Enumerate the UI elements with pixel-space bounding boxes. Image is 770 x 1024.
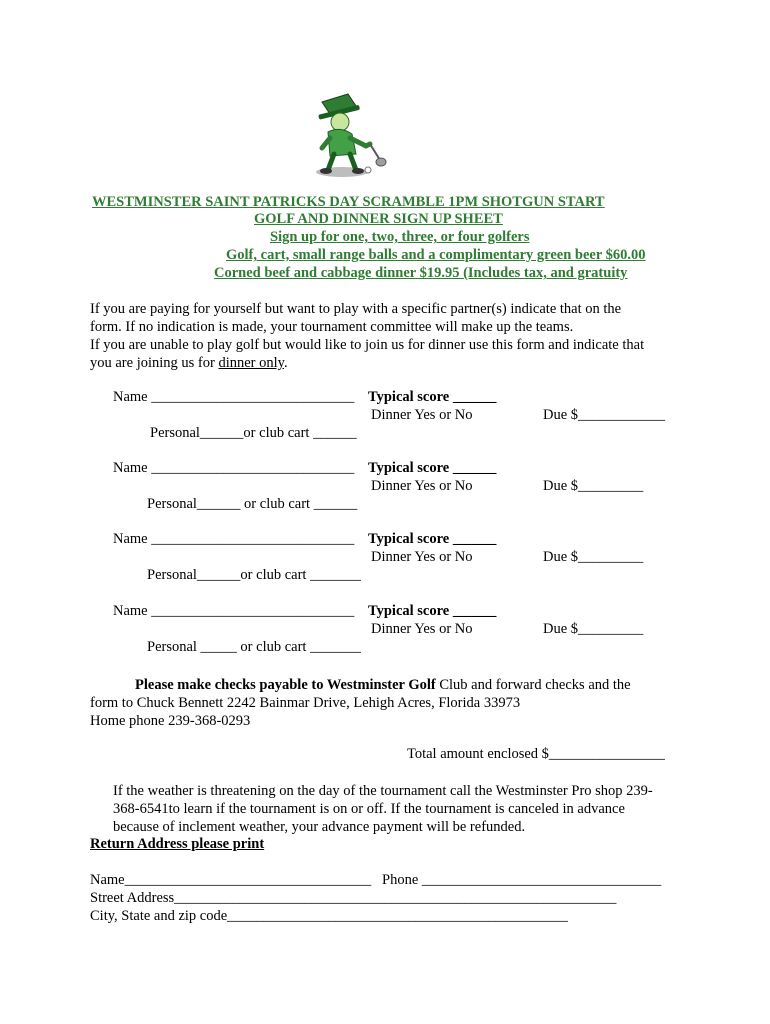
payment-instructions: [90, 676, 690, 730]
golfer-4-dinner-field[interactable]: Dinner Yes or No: [371, 621, 473, 637]
golf-price-line: Golf, cart, small range balls and a complimentary green beer $60.00: [226, 247, 646, 263]
payment-address: form to Chuck Bennett 2242 Bainmar Drive, Lehigh Acres, Florida 33973: [90, 695, 521, 711]
payment-phone: Home phone 239-368-0293: [90, 713, 251, 729]
intro-paragraph: [90, 300, 690, 372]
total-enclosed-field[interactable]: Total amount enclosed $________________: [407, 746, 665, 762]
golfer-1-name-field[interactable]: Name ____________________________: [113, 389, 355, 405]
return-name-field[interactable]: Name__________________________________: [90, 872, 372, 888]
golfer-2-due-field[interactable]: Due $_________: [543, 478, 644, 494]
weather-line-1: If the weather is threatening on the day of the tournament call the Westminster Pro shop 239-: [113, 783, 653, 799]
golfer-1-cart-field[interactable]: Personal______or club cart ______: [150, 425, 357, 441]
dinner-only-emphasis: dinner only: [218, 355, 284, 371]
dinner-price-line: Corned beef and cabbage dinner $19.95 (Includes tax, and gratuity: [214, 265, 628, 281]
return-city-field[interactable]: City, State and zip code_______________________________________________: [90, 908, 568, 924]
intro-line-4: you are joining us for dinner only.: [90, 355, 288, 371]
golfer-1-due-field[interactable]: Due $____________: [543, 407, 666, 423]
golfer-4-score-field[interactable]: Typical score ______: [368, 603, 497, 619]
golfer-2-score-field[interactable]: Typical score ______: [368, 460, 497, 476]
golfer-3-cart-field[interactable]: Personal______or club cart _______: [147, 567, 361, 583]
golfer-2-name-field[interactable]: Name ____________________________: [113, 460, 355, 476]
golfer-3-due-field[interactable]: Due $_________: [543, 549, 644, 565]
golfer-4-name-field[interactable]: Name ____________________________: [113, 603, 355, 619]
golfer-1-score-field[interactable]: Typical score ______: [368, 389, 497, 405]
intro-line-3: If you are unable to play golf but would like to join us for dinner use this form and indicate that: [90, 337, 645, 353]
subtitle-golfers: Sign up for one, two, three, or four golfers: [270, 229, 530, 245]
golfer-3-score-field[interactable]: Typical score ______: [368, 531, 497, 547]
title-line-2: GOLF AND DINNER SIGN UP SHEET: [254, 211, 503, 227]
weather-notice: [113, 782, 703, 836]
golfer-1-dinner-field[interactable]: Dinner Yes or No: [371, 407, 473, 423]
leprechaun-golfer-icon: [300, 88, 396, 182]
intro-line-1: If you are paying for yourself but want to play with a specific partner(s) indicate that on the: [90, 301, 622, 317]
return-address-heading: Return Address please print: [90, 836, 265, 852]
golfer-3-dinner-field[interactable]: Dinner Yes or No: [371, 549, 473, 565]
return-street-field[interactable]: Street Address_____________________________________________________________: [90, 890, 617, 906]
return-phone-field[interactable]: Phone _________________________________: [382, 872, 662, 888]
title-line-1: WESTMINSTER SAINT PATRICKS DAY SCRAMBLE 1PM SHOTGUN START: [92, 194, 605, 210]
golfer-3-name-field[interactable]: Name ____________________________: [113, 531, 355, 547]
payment-line-1: Please make checks payable to Westminster Golf Club and forward checks and the: [135, 677, 631, 693]
golfer-4-cart-field[interactable]: Personal _____ or club cart _______: [147, 639, 361, 655]
golfer-4-due-field[interactable]: Due $_________: [543, 621, 644, 637]
intro-line-2: form. If no indication is made, your tournament committee will make up the teams.: [90, 319, 574, 335]
weather-line-2: 368-6541to learn if the tournament is on or off. If the tournament is canceled in advance: [113, 801, 625, 817]
golfer-2-cart-field[interactable]: Personal______ or club cart ______: [147, 496, 358, 512]
weather-line-3: because of inclement weather, your advance payment will be refunded.: [113, 819, 526, 835]
golfer-2-dinner-field[interactable]: Dinner Yes or No: [371, 478, 473, 494]
